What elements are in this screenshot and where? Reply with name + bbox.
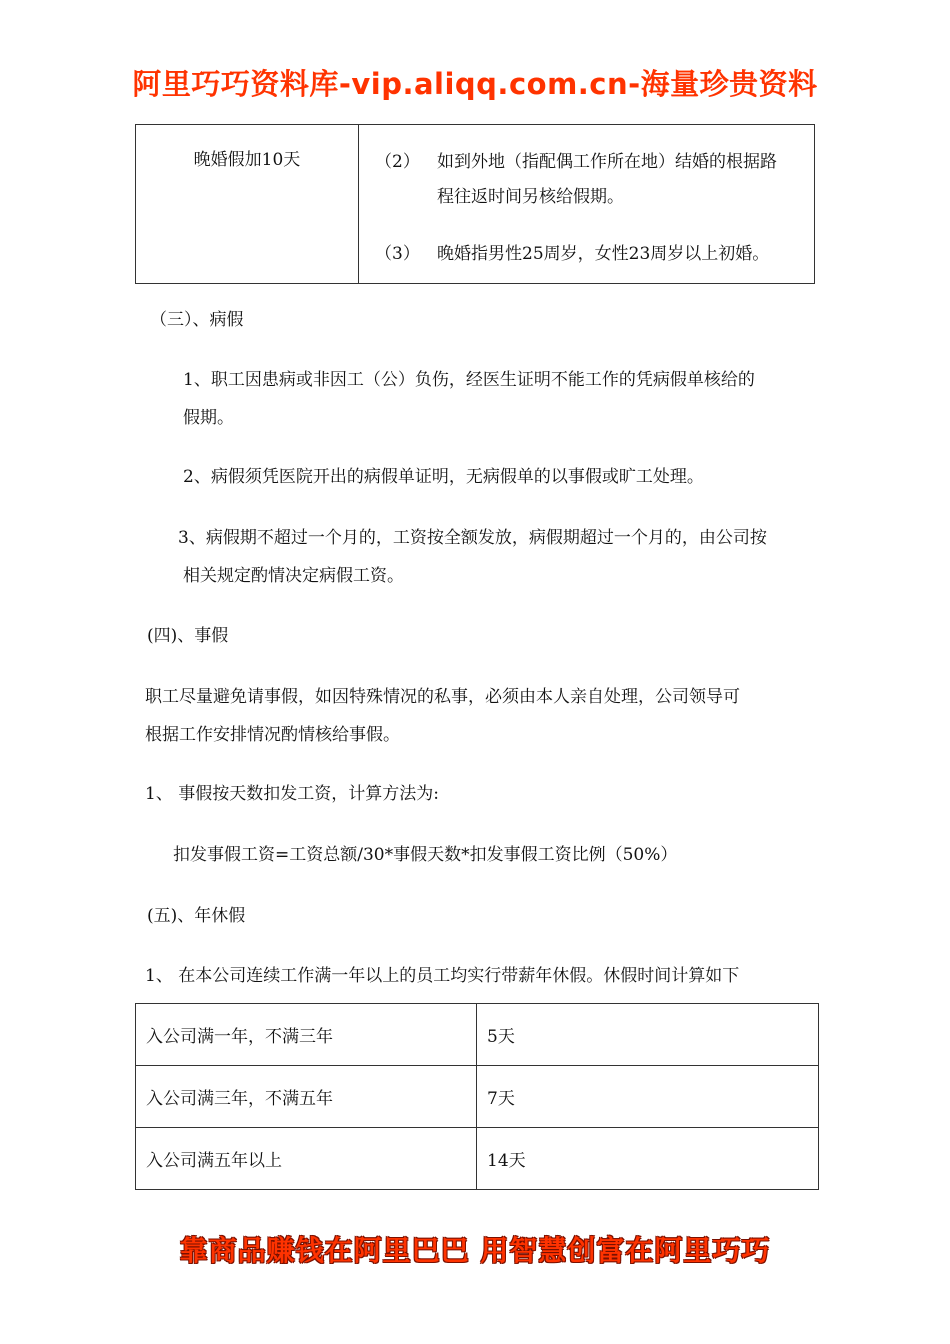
table-cell: 入公司满三年，不满五年 (136, 1066, 477, 1128)
paragraph-line: 2、病假须凭医院开出的病假单证明，无病假单的以事假或旷工处理。 (183, 467, 704, 487)
paragraph-line: 假期。 (183, 408, 234, 428)
table-cell (359, 125, 815, 284)
table-cell: 7天 (477, 1066, 819, 1128)
footer-banner: 靠商品赚钱在阿里巴巴 用智慧创富在阿里巧巧 (179, 1234, 771, 1267)
list-item (375, 237, 806, 272)
table-row (136, 125, 815, 284)
table-cell: 入公司满一年，不满三年 (136, 1004, 477, 1066)
item-number: （3） (375, 244, 420, 264)
section-heading: （三）、病假 (150, 310, 244, 330)
item-number: （2） (375, 152, 420, 172)
table-cell: 14天 (477, 1128, 819, 1190)
note-text-line: 程往返时间另核给假期。 (437, 187, 624, 207)
table-row (136, 1128, 819, 1190)
paragraph-line: 1、职工因患病或非因工（公）负伤，经医生证明不能工作的凭病假单核给的 (183, 370, 755, 390)
table-row (136, 1004, 819, 1066)
note-text-line: 如到外地（指配偶工作所在地）结婚的根据路 (437, 152, 777, 172)
table-row (136, 1066, 819, 1128)
annual-leave-table (135, 1003, 819, 1190)
paragraph-line: 3、病假期不超过一个月的，工资按全额发放，病假期超过一个月的，由公司按 (178, 528, 767, 548)
paragraph-line: 职工尽量避免请事假，如因特殊情况的私事，必须由本人亲自处理，公司领导可 (145, 687, 740, 707)
marriage-leave-table (135, 124, 815, 284)
section-heading: (五)、年休假 (147, 906, 246, 926)
paragraph-line: 根据工作安排情况酌情核给事假。 (145, 725, 400, 745)
section-heading: (四)、事假 (147, 626, 229, 646)
header-banner: 阿里巧巧资料库-vip.aliqq.com.cn-海量珍贵资料 (132, 67, 818, 101)
late-marriage-bonus: 晚婚假加10天 (193, 150, 301, 170)
note-text-line: 晚婚指男性25周岁，女性23周岁以上初婚。 (437, 244, 770, 264)
paragraph-line: 1、 在本公司连续工作满一年以上的员工均实行带薪年休假。休假时间计算如下 (145, 966, 740, 986)
table-cell (136, 125, 359, 284)
table-cell: 5天 (477, 1004, 819, 1066)
list-item (375, 145, 806, 215)
paragraph-line: 1、 事假按天数扣发工资，计算方法为: (145, 784, 439, 804)
paragraph-line: 相关规定酌情决定病假工资。 (183, 566, 404, 586)
formula-line: 扣发事假工资=工资总额/30*事假天数*扣发事假工资比例（50%） (173, 845, 678, 865)
table-cell: 入公司满五年以上 (136, 1128, 477, 1190)
